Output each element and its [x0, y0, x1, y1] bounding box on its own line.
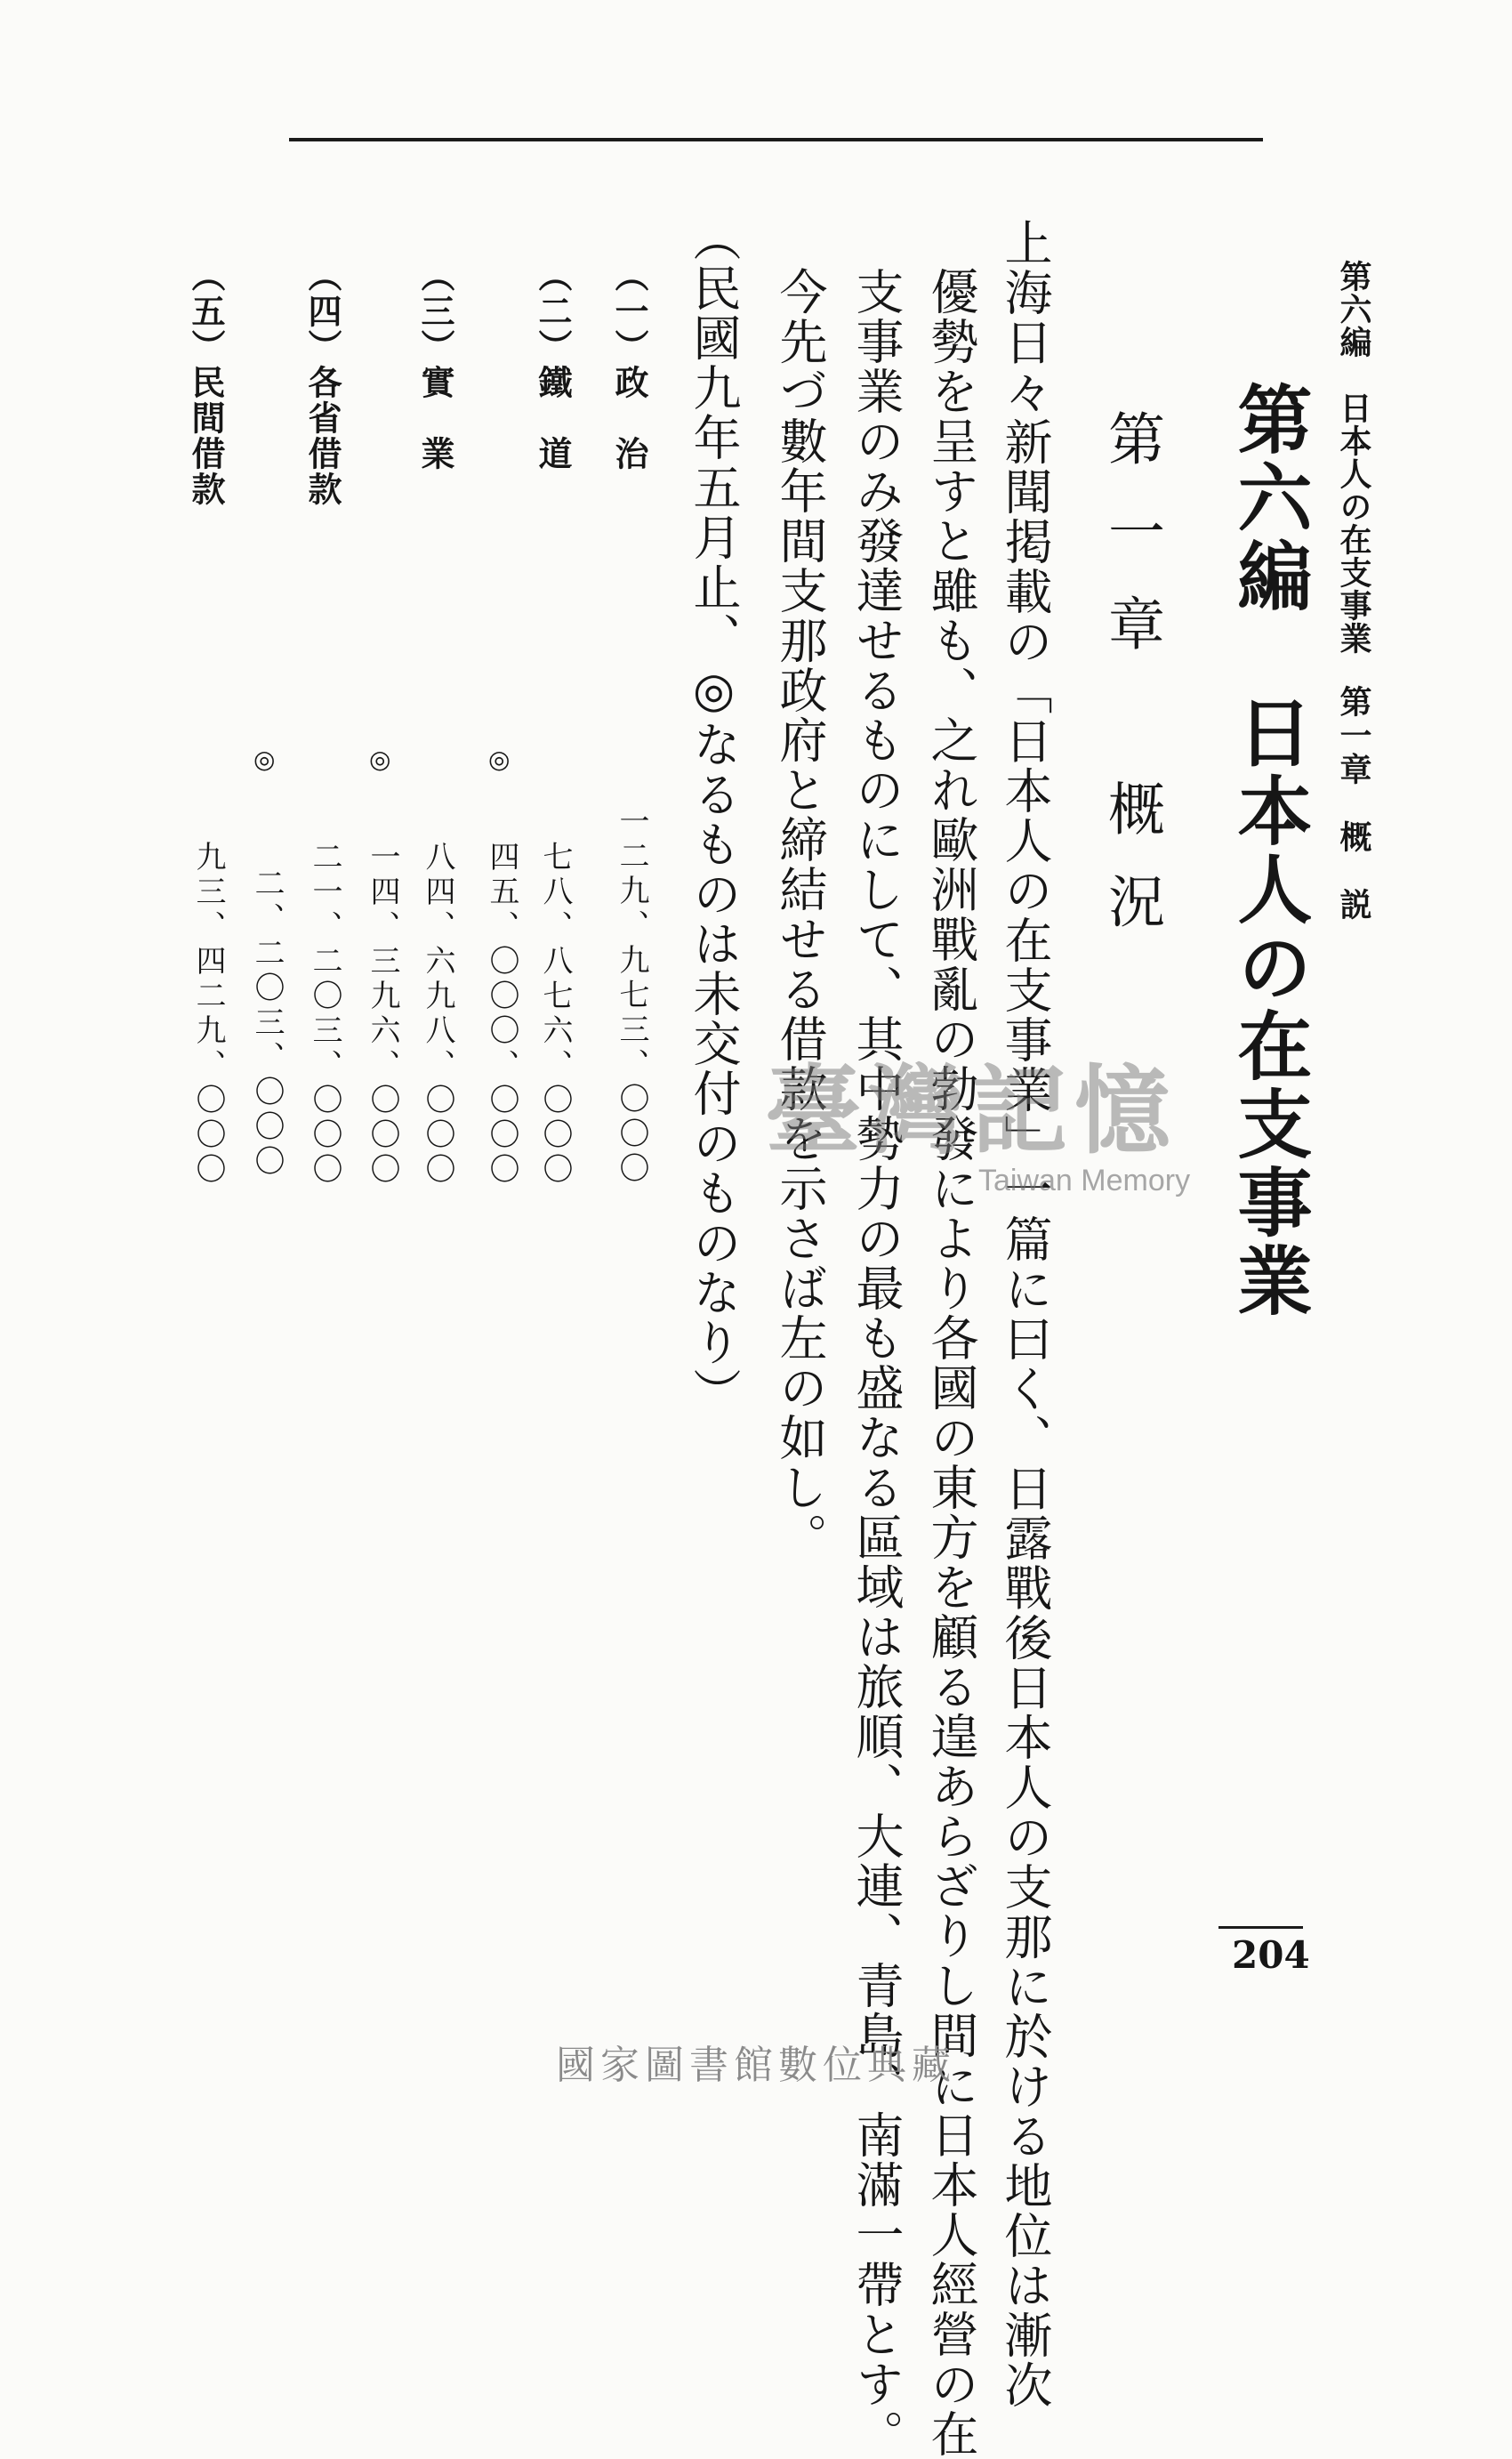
loan-amount-railway: 七八、八七六、〇〇〇: [537, 841, 573, 1188]
loan-mark-industry: ◎: [369, 745, 391, 774]
header-rule: [289, 138, 1263, 141]
loan-mark-railway: ◎: [488, 745, 511, 774]
taiwan-memory-watermark: 臺灣記憶: [765, 1055, 1178, 1167]
loan-amount-industry: 八四、六九八、〇〇〇: [420, 841, 455, 1188]
running-header-title: 第六編 日本人の在支事業: [1335, 260, 1372, 655]
library-footer-watermark: 國家圖書館數位典藏: [556, 2044, 956, 2087]
taiwan-memory-watermark-en: Taiwan Memory: [978, 1164, 1191, 1197]
part-title: 第六編 日本人の在支事業: [1226, 381, 1314, 1320]
body-column-3: 支事業のみ發達せるものにして、其中勢力の最も盛なる區域は旅順、大連、青島、南滿一帶とす。: [848, 267, 905, 2459]
body-column-4: 今先づ數年間支那政府と締結せる借款を示さば左の如し。: [772, 267, 828, 1562]
body-column-2: 優勢を呈すと雖も、之れ歐洲戰亂の勃發により各國の東方を顧る遑あらざりし間に日本人經營の在: [923, 267, 979, 2459]
loan-amount-industry-untransferred: 一四、三九六、〇〇〇: [365, 841, 400, 1188]
page-number: 204: [1232, 1933, 1310, 1977]
loan-label-private: （五）民間借款: [186, 258, 226, 507]
loan-label-provincial: （四）各省借款: [302, 258, 342, 507]
loan-label-industry: （三）實 業: [415, 258, 455, 472]
loan-mark-provincial: ◎: [253, 745, 276, 774]
running-header-chapter: 第一章 概 説: [1335, 685, 1372, 922]
loan-amount-railway-untransferred: 四五、〇〇〇、〇〇〇: [484, 841, 519, 1188]
loan-amount-politics: 一二九、九七三、〇〇〇: [614, 805, 649, 1187]
chapter-title: 第一章 概況: [1098, 409, 1164, 964]
loan-amount-provincial-untransferred: 二、二〇三、〇〇〇: [249, 867, 285, 1180]
loan-label-railway: （二）鐵 道: [533, 258, 573, 472]
page-number-rule: [1218, 1926, 1303, 1929]
body-column-1: 上海日々新聞掲載の「日本人の在支事業」一篇に曰く、日露戰後日本人の支那に於ける地位は漸次: [997, 218, 1053, 2410]
body-column-note: （民國九年五月止、◎なるものは未交付のものなり）: [686, 214, 742, 1417]
loan-amount-provincial: 二一、二〇三、〇〇〇: [307, 841, 342, 1188]
loan-amount-private: 九三、四二九、〇〇〇: [190, 841, 226, 1188]
loan-label-politics: （一）政 治: [609, 258, 649, 472]
